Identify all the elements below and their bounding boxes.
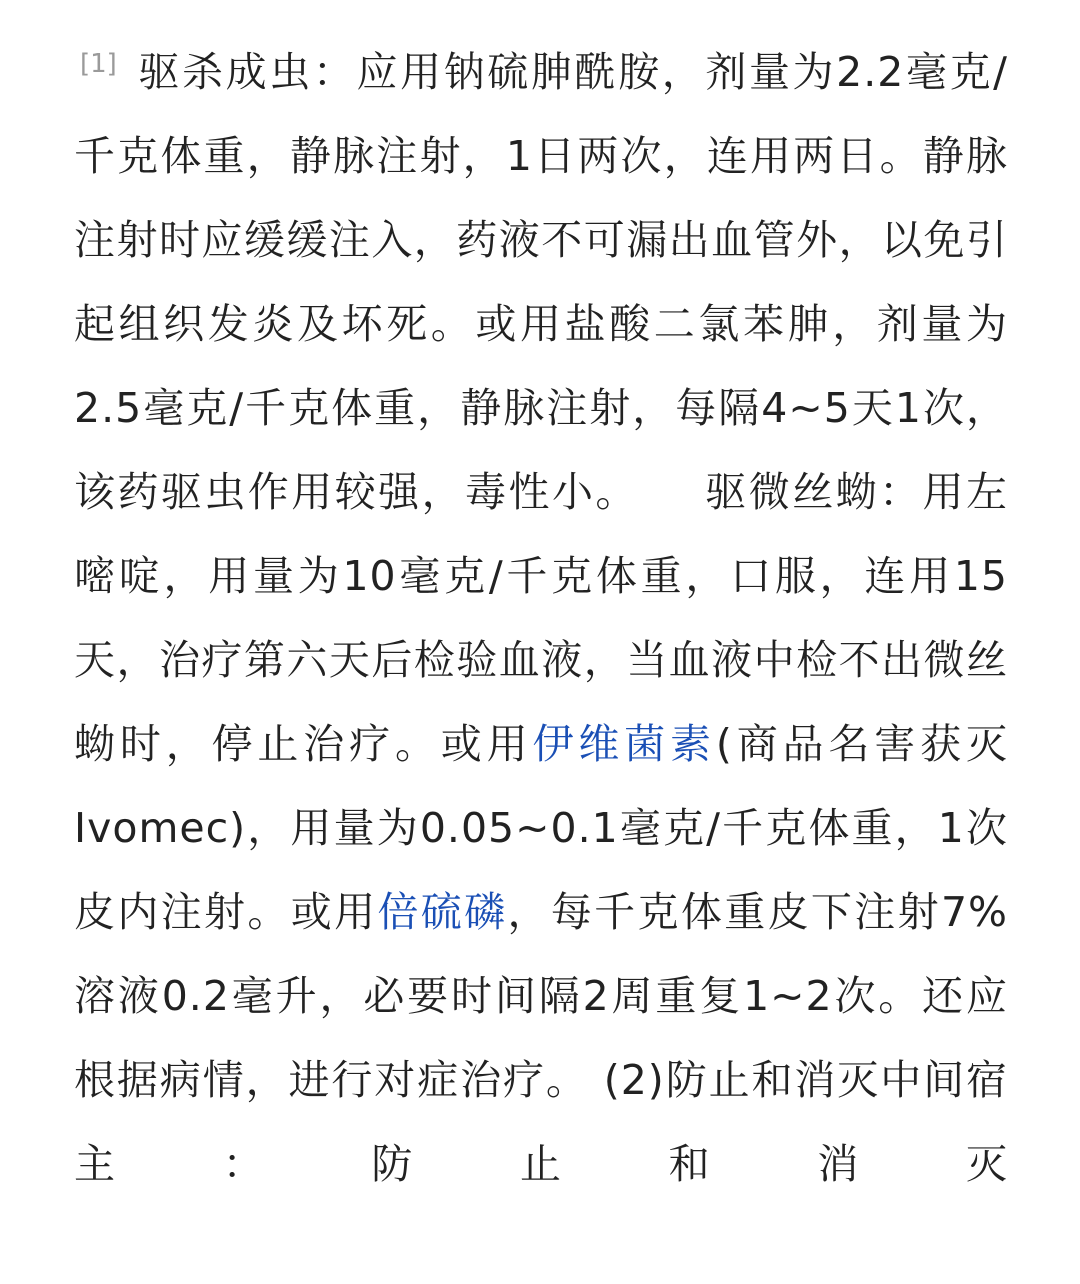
paragraph-text: 驱杀成虫：应用钠硫胂酰胺，剂量为2.2毫克/千克体重，静脉注射，1日两次，连用两日。静脉注射时应缓缓注入，药液不可漏出血管外，以免引起组织发炎及坏死。或用盐酸二氯苯胂，剂量为2.5毫克/千克体重，静脉注射，每隔4~5天1次，该药驱虫作用较强，毒性小。 驱微丝蚴：用左嘧啶，用量为10毫克/千克体重，口服，连用15天，治疗第六天后检验血液，当血液中检不出微丝蚴时，停止治疗。或用: [74, 48, 1008, 768]
article-body: [74, 30, 1008, 1206]
link-fenthion[interactable]: 倍硫磷: [377, 888, 508, 936]
citation-marker[interactable]: [1]: [80, 49, 117, 79]
paragraph-text: ，每千克体重皮下注射7%溶液0.2毫升，必要时间隔2周重复1~2次。还应根据病情，进行对症治疗。 (2)防止和消灭中间宿主：防止和消灭: [74, 888, 1009, 1188]
paragraph-text: (商品名害获灭 Ivomec)，用量为0.05~0.1毫克/千克体重，1次皮内注射。或用: [74, 720, 1009, 936]
link-ivermectin[interactable]: 伊维菌素: [532, 720, 716, 768]
